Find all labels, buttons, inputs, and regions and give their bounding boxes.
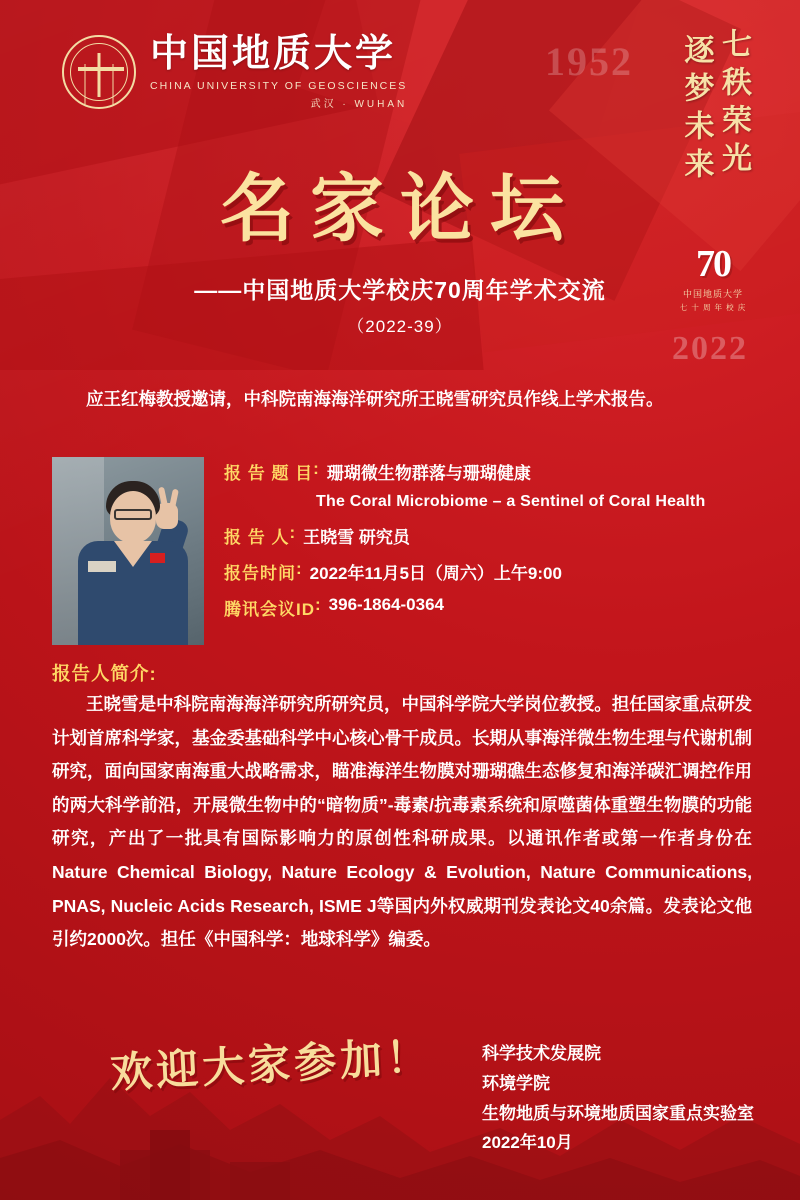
year-2022-watermark: 2022 bbox=[672, 330, 748, 367]
talk-detail-colon: : bbox=[315, 595, 321, 614]
university-campus: 武汉 · WUHAN bbox=[310, 98, 408, 110]
calligraphy-line-1: 七秩荣光 bbox=[717, 28, 750, 180]
talk-detail-label: 报 告 人 bbox=[224, 528, 290, 547]
talk-detail-value: 2022年11月5日（周六）上午9:00 bbox=[309, 564, 562, 583]
talk-english-title: The Coral Microbiome – a Sentinel of Coral Health bbox=[316, 493, 706, 510]
talk-detail-row bbox=[224, 595, 752, 620]
organizer-item: 生物地质与环境地质国家重点实验室 bbox=[482, 1103, 754, 1123]
page-title: 名家论坛 bbox=[220, 169, 580, 251]
talk-detail-label: 报 告 题 目 bbox=[224, 464, 314, 483]
badge-university-name: 中国地质大学 bbox=[682, 289, 743, 299]
talk-detail-label: 腾讯会议ID bbox=[224, 600, 315, 619]
talk-detail-label: 报告时间 bbox=[224, 564, 296, 583]
body-section bbox=[0, 372, 800, 992]
footer-section bbox=[0, 975, 800, 1200]
calligraphy-line-2: 逐梦未来 bbox=[679, 34, 713, 186]
bio-text: 王晓雪是中科院南海海洋研究所研究员，中国科学院大学岗位教授。担任国家重点研发计划首席科学家，基金委基础科学中心核心骨干成员。长期从事海洋微生物生理与代谢机制研究，面向国家南海重大战略需求，瞄准海洋生物膜对珊瑚礁生态修复和海洋碳汇调控作用的两大科学前沿，开展微生物中的“暗物质”-毒素/抗毒素系统和原噬菌体重塑生物膜的功能研究，产出了一批具有国际影响力的原创性科研成果。以通讯作者或第一作者身份在Nature Chemical Biology, Nature Ecology & Evolution, Nature Communications, PNAS, Nucleic Acids Research, ISME J等国内外权威期刊发表论文40余篇。发表论文他引约2000次。担任《中国科学：地球科学》编委。 bbox=[52, 694, 752, 950]
talk-detail-colon: : bbox=[313, 459, 319, 478]
speaker-photo bbox=[52, 457, 204, 645]
organizer-item: 科学技术发展院 bbox=[482, 1044, 601, 1063]
issue-date: 2022年10月 bbox=[482, 1133, 573, 1153]
talk-detail-row bbox=[224, 559, 752, 584]
university-seal-icon bbox=[62, 35, 136, 109]
intro-paragraph bbox=[52, 382, 752, 417]
talk-detail-row bbox=[224, 523, 752, 548]
talk-detail-value: 王晓雪 研究员 bbox=[303, 528, 410, 547]
university-name-cn: 中国地质大学 bbox=[150, 33, 397, 75]
issue-number: （2022-39） bbox=[347, 317, 453, 336]
organizer-item: 环境学院 bbox=[482, 1073, 550, 1093]
talk-detail-colon: : bbox=[289, 523, 296, 542]
talk-detail-row bbox=[224, 459, 752, 484]
bio-heading: 报告人简介: bbox=[52, 663, 157, 684]
welcome-text: 欢迎大家参加！ bbox=[109, 1034, 434, 1098]
year-1952-watermark: 1952 bbox=[545, 39, 633, 84]
organizer-list bbox=[482, 1039, 754, 1158]
bio-paragraph bbox=[52, 688, 752, 957]
talk-details bbox=[224, 457, 752, 645]
intro-text: 应王红梅教授邀请，中科院南海海洋研究所王晓雪研究员作线上学术报告。 bbox=[86, 389, 664, 409]
meeting-id-value: 396-1864-0364 bbox=[328, 595, 444, 614]
badge-number: 70 bbox=[696, 243, 730, 285]
badge-anniversary-text: 七 十 周 年 校 庆 bbox=[679, 303, 747, 312]
talk-info-row bbox=[52, 457, 752, 645]
university-logo bbox=[62, 35, 407, 110]
university-name-en: CHINA UNIVERSITY OF GEOSCIENCES bbox=[150, 79, 408, 92]
talk-detail-colon: : bbox=[296, 559, 302, 578]
page-subtitle: ——中国地质大学校庆70周年学术交流 bbox=[194, 277, 606, 303]
talk-detail-value: 珊瑚微生物群落与珊瑚健康 bbox=[326, 464, 531, 483]
